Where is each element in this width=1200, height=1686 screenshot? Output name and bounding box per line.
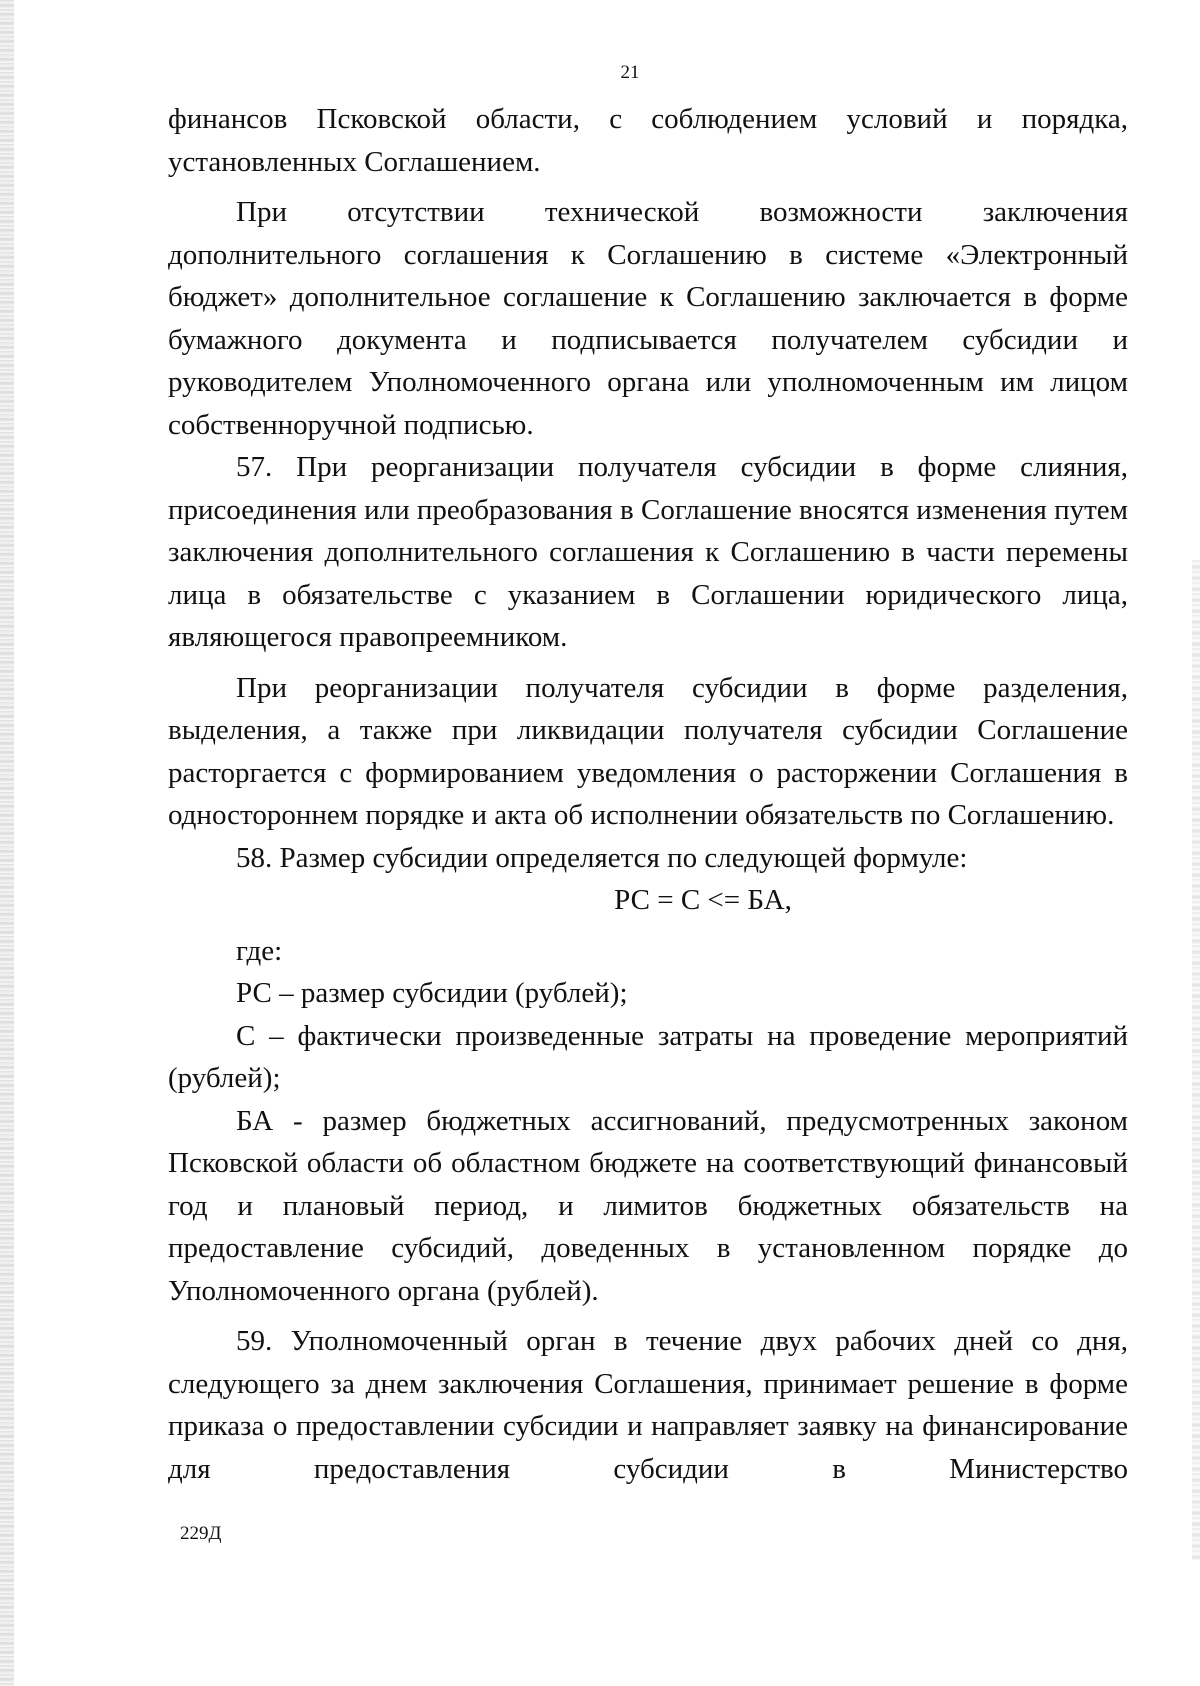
paragraph-58: 58. Размер субсидии определяется по следующей формуле: (236, 841, 968, 874)
definition-ba: БА - размер бюджетных ассигнований, предусмотренных законом Псковской области об областном бюджете на соответствующий финансовый год и плановый период, и лимитов бюджетных обязательств на предоставление субсидий, доведенных в установленном порядке до Уполномоченного органа (рублей). (168, 1104, 1128, 1307)
paragraph-continuation: финансов Псковской области, с соблюдением условий и порядка, установленных Соглашением. (168, 103, 1128, 178)
document-code: 229Д (180, 1523, 222, 1544)
definition-rs: РС – размер субсидии (рублей); (236, 977, 628, 1009)
document-body (168, 98, 1128, 1490)
definition-c: С – фактически произведенные затраты на проведение мероприятий (рублей); (168, 1019, 1128, 1094)
paragraph-reorganization-division: При реорганизации получателя субсидии в форме разделения, выделения, а также при ликвидации получателя субсидии Соглашение расторгается с формированием уведомления о расторжении Соглашения в одностороннем порядке и акта об исполнении обязательств по Соглашению. (168, 671, 1128, 831)
paragraph-57: 57. При реорганизации получателя субсидии в форме слияния, присоединения или преобразования в Соглашение вносятся изменения путем заключения дополнительного соглашения к Соглашению в части перемены лица в обязательстве с указанием в Соглашении юридического лица, являющегося правопреемником. (168, 451, 1128, 653)
paragraph-no-technical-possibility: При отсутствии технической возможности заключения дополнительного соглашения к Соглашению в системе «Электронный бюджет» дополнительное соглашение к Соглашению заключается в форме бумажного документа и подписывается получателем субсидии и руководителем Уполномоченного органа или уполномоченным им лицом собственноручной подписью. (168, 196, 1128, 441)
scan-edge-right (1192, 560, 1200, 1560)
scan-edge-left (0, 0, 14, 1686)
paragraph-where: где: (236, 934, 283, 967)
page-number: 21 (620, 62, 640, 83)
subsidy-formula: РС = С <= БА, (614, 884, 792, 916)
paragraph-59: 59. Уполномоченный орган в течение двух рабочих дней со дня, следующего за днем заключения Соглашения, принимает решение в форме приказа о предоставлении субсидии и направляет заявку на финансирование для предоставления субсидии в Министерство (168, 1325, 1128, 1485)
